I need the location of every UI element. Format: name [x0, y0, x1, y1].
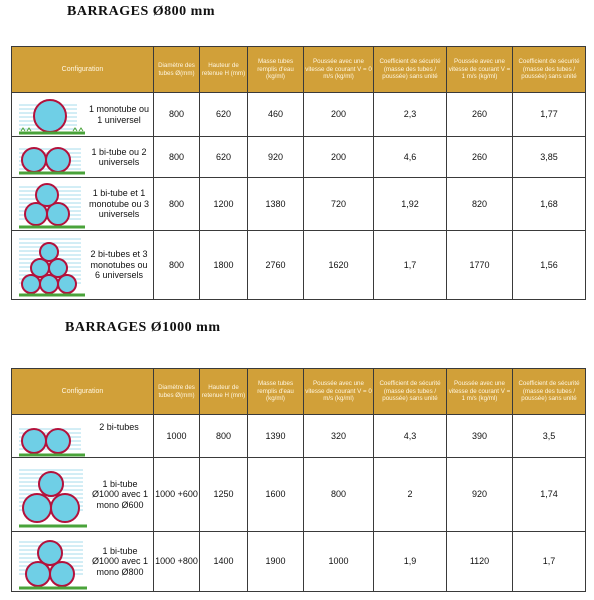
safety-v1-cell: 3,85: [513, 137, 586, 178]
thrust-v0-cell: 200: [304, 137, 374, 178]
table-row: [12, 178, 586, 231]
diameter-cell: 1000 +800: [154, 532, 200, 592]
mass-cell: 1390: [248, 415, 304, 458]
section-title-800: BARRAGES Ø800 mm: [67, 4, 216, 19]
thrust-v1-cell: 820: [447, 178, 513, 231]
safety-v0-cell: 1,92: [374, 178, 447, 231]
height-cell: 1800: [200, 231, 248, 300]
thrust-v1-cell: 920: [447, 458, 513, 532]
diameter-cell: 800: [154, 178, 200, 231]
config-label: 1 monotube ou 1 universel: [88, 104, 150, 125]
header-thrust-v0: Poussée avec une vitesse de courant V = 0 m/s (kg/ml): [304, 369, 374, 415]
config-label: 2 bi-tubes: [99, 421, 139, 432]
height-cell: 1200: [200, 178, 248, 231]
config-cell: [12, 532, 154, 592]
config-label: 1 bi-tube et 1 monotube ou 3 universels: [88, 188, 150, 220]
config-label: 1 bi-tube Ø1000 avec 1 mono Ø800: [91, 545, 149, 577]
safety-v0-cell: 1,7: [374, 231, 447, 300]
thrust-v0-cell: 200: [304, 93, 374, 137]
table-header-row: [12, 369, 586, 415]
table-header-row: [12, 47, 586, 93]
table-row: [12, 93, 586, 137]
safety-v0-cell: 2: [374, 458, 447, 532]
header-thrust-v1: Poussée avec une vitesse de courant V = 1 m/s (kg/ml): [447, 369, 513, 415]
thrust-v1-cell: 260: [447, 93, 513, 137]
six-tubes-pyramid-icon: [17, 233, 87, 297]
header-configuration: Configuration: [12, 369, 154, 415]
header-mass: Masse tubes remplis d'eau (kg/ml): [248, 369, 304, 415]
header-diameter: Diamètre des tubes Ø(mm): [154, 369, 200, 415]
thrust-v0-cell: 1620: [304, 231, 374, 300]
safety-v0-cell: 1,9: [374, 532, 447, 592]
safety-v0-cell: 2,3: [374, 93, 447, 137]
safety-v1-cell: 1,74: [513, 458, 586, 532]
header-thrust-v0: Poussée avec une vitesse de courant V = 0 m/s (kg/ml): [304, 47, 374, 93]
config-cell: [12, 178, 154, 231]
diameter-cell: 1000 +600: [154, 458, 200, 532]
single-tube-icon: [17, 95, 87, 135]
mass-cell: 920: [248, 137, 304, 178]
three-tubes-pyramid-icon: [17, 179, 87, 229]
config-label: 2 bi-tubes et 3 monotubes ou 6 universels: [90, 249, 148, 281]
table-barrages-800: [11, 46, 586, 300]
height-cell: 1400: [200, 532, 248, 592]
height-cell: 800: [200, 415, 248, 458]
header-thrust-v1: Poussée avec une vitesse de courant V = 1 m/s (kg/ml): [447, 47, 513, 93]
safety-v0-cell: 4,3: [374, 415, 447, 458]
table-row: [12, 415, 586, 458]
header-safety-v1: Coefficient de sécurité (masse des tubes / poussée) sans unité: [513, 369, 586, 415]
config-cell: [12, 231, 154, 300]
table-row: [12, 532, 586, 592]
header-height: Hauteur de retenue H (mm): [200, 47, 248, 93]
height-cell: 1250: [200, 458, 248, 532]
thrust-v1-cell: 390: [447, 415, 513, 458]
two-tubes-icon: [17, 139, 87, 175]
safety-v1-cell: 1,56: [513, 231, 586, 300]
header-mass: Masse tubes remplis d'eau (kg/ml): [248, 47, 304, 93]
thrust-v0-cell: 800: [304, 458, 374, 532]
config-cell: [12, 137, 154, 178]
table-row: [12, 137, 586, 178]
mass-cell: 460: [248, 93, 304, 137]
config-cell: [12, 415, 154, 458]
thrust-v0-cell: 720: [304, 178, 374, 231]
height-cell: 620: [200, 93, 248, 137]
table-row: [12, 231, 586, 300]
thrust-v1-cell: 260: [447, 137, 513, 178]
diameter-cell: 800: [154, 231, 200, 300]
three-tubes-pyramid-icon: [17, 534, 89, 590]
thrust-v1-cell: 1770: [447, 231, 513, 300]
header-safety-v0: Coefficient de sécurité (masse des tubes / poussée) sans unité: [374, 47, 447, 93]
section-title-1000: BARRAGES Ø1000 mm: [65, 320, 221, 335]
thrust-v0-cell: 1000: [304, 532, 374, 592]
mass-cell: 2760: [248, 231, 304, 300]
thrust-v0-cell: 320: [304, 415, 374, 458]
safety-v1-cell: 1,77: [513, 93, 586, 137]
header-safety-v0: Coefficient de sécurité (masse des tubes / poussée) sans unité: [374, 369, 447, 415]
config-cell: [12, 93, 154, 137]
diameter-cell: 800: [154, 137, 200, 178]
header-configuration: Configuration: [12, 47, 154, 93]
three-tubes-pyramid-icon: [17, 462, 89, 528]
config-label: 1 bi-tube Ø1000 avec 1 mono Ø600: [91, 478, 149, 510]
safety-v1-cell: 1,68: [513, 178, 586, 231]
mass-cell: 1380: [248, 178, 304, 231]
header-safety-v1: Coefficient de sécurité (masse des tubes / poussée) sans unité: [513, 47, 586, 93]
config-cell: [12, 458, 154, 532]
safety-v0-cell: 4,6: [374, 137, 447, 178]
safety-v1-cell: 1,7: [513, 532, 586, 592]
height-cell: 620: [200, 137, 248, 178]
diameter-cell: 800: [154, 93, 200, 137]
mass-cell: 1600: [248, 458, 304, 532]
thrust-v1-cell: 1120: [447, 532, 513, 592]
table-row: [12, 458, 586, 532]
table-barrages-1000: [11, 368, 586, 592]
config-label: 1 bi-tube ou 2 universels: [91, 146, 147, 167]
header-height: Hauteur de retenue H (mm): [200, 369, 248, 415]
diameter-cell: 1000: [154, 415, 200, 458]
mass-cell: 1900: [248, 532, 304, 592]
two-tubes-icon: [17, 419, 87, 457]
safety-v1-cell: 3,5: [513, 415, 586, 458]
header-diameter: Diamètre des tubes Ø(mm): [154, 47, 200, 93]
